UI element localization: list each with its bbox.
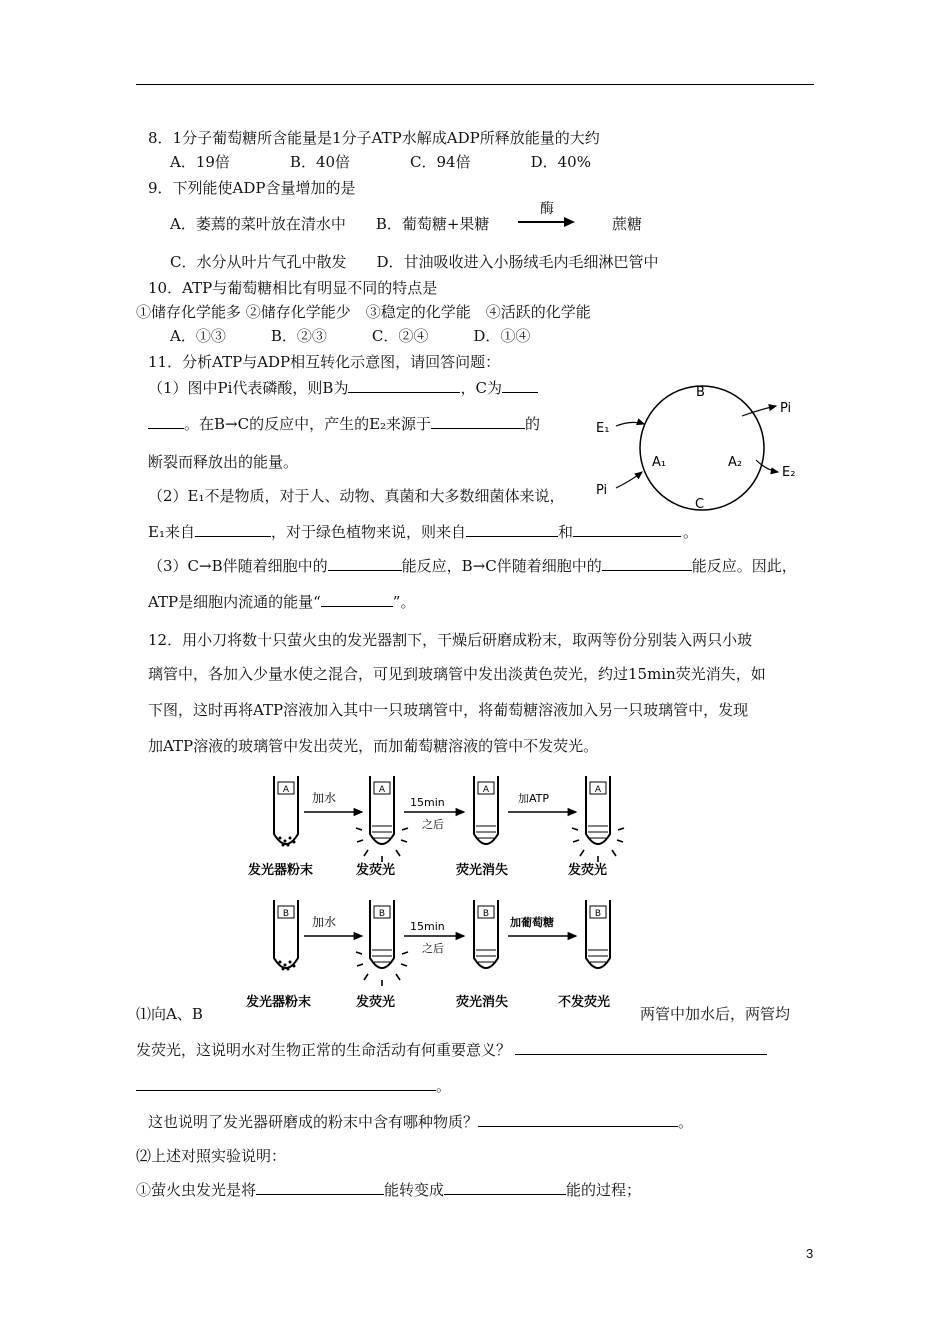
q11-p3-text-d: ATP是细胞内流通的能量“	[148, 593, 321, 611]
label-e1: E₁	[596, 421, 610, 436]
tube-a-label: A	[282, 785, 290, 795]
q9-option-ab: A．萎蔫的菜叶放在清水中 B．葡萄糖+果糖	[170, 215, 490, 233]
caption-b2: 发荧光	[356, 995, 396, 1010]
q12-s1-line2	[136, 1040, 767, 1060]
tube-b-label: B	[282, 909, 290, 919]
q11-p1-text-b: ，C为	[460, 379, 502, 397]
header-rule	[136, 84, 814, 85]
q11-part2-line2: E₁来自 ，对于绿色植物来说，则来自 和 。	[148, 523, 699, 541]
q11-p3-text-e: ”。	[392, 593, 416, 611]
tube-b-label: B	[482, 909, 490, 919]
tube-a-label: A	[594, 785, 602, 795]
q9-product: 蔗糖	[612, 215, 643, 233]
q8-stem: 8．1分子葡萄糖所含能量是1分子ATP水解成ADP所释放能量的大约	[148, 129, 600, 147]
blank-water-significance-2	[136, 1076, 436, 1091]
row-a-tubes	[274, 776, 610, 844]
q12-s1-line3	[136, 1076, 451, 1096]
atp-adp-cycle-diagram	[592, 376, 810, 512]
caption-a3: 荧光消失	[456, 863, 509, 878]
q12-line2: 璃管中，各加入少量水使之混合，可见到玻璃管中发出淡黄色荧光，约过15min荧光消失，如	[148, 665, 766, 683]
q11-p2-text-c: ，对于绿色植物来说，则来自	[270, 523, 466, 541]
q11-p3-text-c: 能反应。因此，	[691, 557, 797, 575]
label-e2: E₂	[782, 465, 796, 480]
add-water-label: 加水	[312, 791, 337, 805]
caption-b1: 发光器粉末	[246, 995, 312, 1010]
q11-part3-line2	[148, 592, 415, 612]
after-label: 之后	[422, 818, 444, 831]
q11-part3-line1	[148, 556, 814, 576]
cycle-circle	[640, 386, 764, 510]
row-b-tubes	[274, 900, 610, 968]
glow-rays	[356, 828, 624, 862]
q12-s2-text-a: ①萤火虫发光是将	[136, 1181, 257, 1199]
blank-currency	[321, 592, 393, 607]
time-label-b: 15min	[410, 920, 445, 933]
q9-stem: 9．下列能使ADP含量增加的是	[148, 179, 356, 197]
q11-p1-text-a: （1）图中Pi代表磷酸，则B为	[148, 379, 349, 397]
caption-b4: 不发荧光	[558, 995, 611, 1010]
q12-s1-period: 。	[436, 1077, 452, 1095]
q12-s2: ⑵上述对照实验说明：	[136, 1147, 287, 1165]
q11-stem: 11．分析ATP与ADP相互转化示意图，请回答问题：	[148, 353, 501, 371]
blank-b-to-c	[602, 556, 692, 571]
q11-part1-line1	[148, 378, 538, 398]
q11-p2-text-b: E₁来自	[148, 523, 195, 541]
q11-p1-text-c: 。在B→C的反应中，产生的E₂来源于	[184, 415, 432, 433]
q12-s2-text-c: 能的过程；	[566, 1181, 642, 1199]
blank-energy-from	[256, 1180, 384, 1195]
q12-s1-question: 发荧光，这说明水对生物正常的生命活动有何重要意义？	[136, 1041, 512, 1059]
q10-stem: 10．ATP与葡萄糖相比有明显不同的特点是	[148, 279, 438, 297]
blank-b	[348, 378, 460, 393]
add-atp-label: 加ATP	[518, 792, 550, 805]
blank-c-to-b	[328, 556, 402, 571]
label-pi-out: Pi	[780, 401, 792, 416]
blank-water-significance	[515, 1040, 767, 1055]
tube-a-label: A	[482, 785, 490, 795]
q12-s1-period-2: 。	[678, 1113, 694, 1131]
q11-part1-line2	[148, 414, 540, 434]
q12-line1: 12．用小刀将数十只萤火虫的发光器割下，干燥后研磨成粉末，取两等份分别装入两只小玻	[148, 631, 753, 649]
q12-s1-substance-question: 这也说明了发光器研磨成的粉末中含有哪种物质？	[148, 1113, 479, 1131]
q12-s2-text-b: 能转变成	[384, 1181, 445, 1199]
after-label-b: 之后	[422, 942, 444, 955]
q12-s1-end: 两管中加水后，两管均	[640, 1005, 791, 1023]
q11-p3-text-a: （3）C→B伴随着细胞中的	[148, 557, 328, 575]
q11-p1-text-d: 的	[525, 415, 541, 433]
caption-a4: 发荧光	[568, 863, 608, 878]
blank-e2-source	[431, 414, 525, 429]
page-number: 3	[806, 1246, 814, 1261]
q12-s2-line1	[136, 1180, 641, 1200]
arrow-e1-in	[616, 422, 644, 426]
arrow-pi-out	[742, 406, 776, 416]
q12-s1-start: ⑴向A、B	[136, 1005, 203, 1023]
tube-a-label: A	[378, 785, 386, 795]
label-a2: A₂	[728, 455, 743, 470]
q11-p2-text-d: 和	[557, 523, 573, 541]
q9-option-cd: C．水分从叶片气孔中散发 D．甘油吸收进入小肠绒毛内毛细淋巴管中	[170, 253, 659, 271]
q9-enzyme-label: 酶	[540, 201, 554, 217]
node-b: B	[696, 385, 705, 400]
q11-p2-line1: （2）E₁不是物质，对于人、动物、真菌和大多数细菌体来说，	[148, 487, 565, 505]
q10-items: ①储存化学能多 ②储存化学能少 ③稳定的化学能 ④活跃的化学能	[136, 303, 591, 321]
tube-b-label: B	[594, 909, 602, 919]
add-water-label-b: 加水	[312, 915, 337, 929]
blank-c-part1	[502, 378, 538, 393]
caption-a1: 发光器粉末	[248, 863, 314, 878]
add-glucose-label: 加葡萄糖	[510, 916, 554, 929]
tube-b-label: B	[378, 909, 386, 919]
blank-c-part2	[148, 414, 184, 429]
q12-line4: 加ATP溶液的玻璃管中发出荧光，而加葡萄糖溶液的管中不发荧光。	[148, 737, 599, 755]
q11-p3-text-b: 能反应，B→C伴随着细胞中的	[401, 557, 602, 575]
blank-e1-plant-1	[466, 522, 558, 537]
q12-s1-line4	[148, 1112, 693, 1132]
label-a1: A₁	[652, 455, 667, 470]
arrow-pi-in	[616, 472, 642, 488]
q10-options: A．①③ B．②③ C．②④ D．①④	[170, 327, 531, 345]
label-pi-in: Pi	[596, 483, 608, 498]
blank-substance	[478, 1112, 678, 1127]
time-label: 15min	[410, 796, 445, 809]
blank-e1-animal	[195, 522, 271, 537]
blank-e1-plant-2	[573, 522, 681, 537]
caption-b3: 荧光消失	[456, 995, 509, 1010]
blank-energy-to	[444, 1180, 566, 1195]
firefly-experiment-figure	[238, 768, 638, 1016]
q8-options: A．19倍 B．40倍 C．94倍 D．40%	[170, 153, 591, 171]
node-c: C	[695, 497, 705, 512]
reaction-arrow	[518, 216, 576, 228]
q12-line3: 下图，这时再将ATP溶液加入其中一只玻璃管中，将葡萄糖溶液加入另一只玻璃管中，发现	[148, 701, 749, 719]
q11-p1-line3: 断裂而释放出的能量。	[148, 453, 299, 471]
caption-a2: 发荧光	[356, 863, 396, 878]
